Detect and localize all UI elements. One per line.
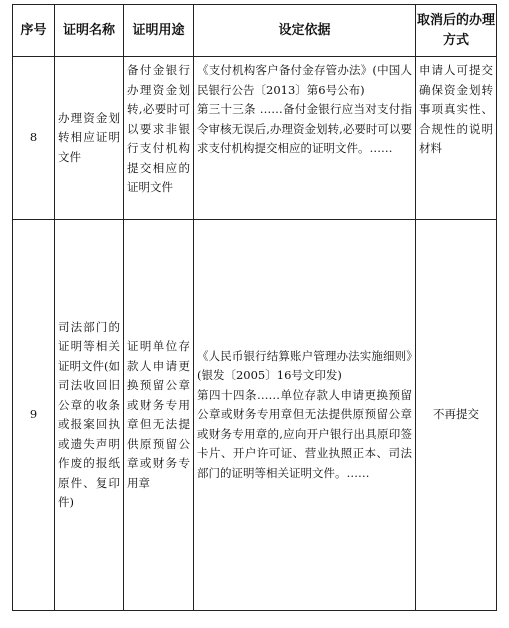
cell-use [124,57,194,220]
table-row [13,57,497,220]
cell-no [13,57,55,220]
basis-title: 《人民币银行结算账户管理办法实施细则》(银发〔2005〕16号文印发) [197,348,412,383]
header-after: 取消后的办理方式 [416,5,497,57]
cell-after [416,220,497,611]
certificate-use: 证明单位存款人申请更换预留公章或财务专用章但无法提供原预留公章或财务专用章 [127,339,190,490]
basis-block [194,347,415,484]
cell-basis [194,220,416,611]
cell-basis [194,57,416,220]
basis-text: 第三十三条 ……备付金银行应当对支付指令审核无误后,办理资金划转,必要时可以要求支付机构提交相应的证明文件。…… [197,102,412,155]
header-use: 证明用途 [124,5,194,57]
table-row [13,220,497,611]
header-no: 序号 [13,5,55,57]
handling-after-cancel: 不再提交 [433,407,479,422]
basis-block [194,57,415,159]
certificate-use: 备付金银行办理资金划转,必要时可以要求非银行支付机构提交相应的证明文件 [127,63,190,194]
cell-after [416,57,497,220]
cell-name [55,220,124,611]
header-name: 证明名称 [55,5,124,57]
basis-title: 《支付机构客户备付金存管办法》(中国人民银行公告〔2013〕第6号公布) [197,63,412,97]
row-number: 8 [29,130,38,145]
basis-text: 第四十四条……单位存款人申请更换预留公章或财务专用章但无法提供原预留公章或财务专用章的,应向开户银行出具原印签卡片、开户许可证、营业执照正本、司法部门的证明等相关证明文件。…… [197,387,412,480]
table-header-row [13,5,497,57]
header-basis: 设定依据 [194,5,416,57]
cell-name [55,57,124,220]
certificate-name: 司法部门的证明等相关证明文件(如司法收回旧公章的收条或报案回执或遗失声明作废的报纸原件、复印件) [58,319,120,509]
handling-after-cancel: 申请人可提交确保资金划转事项真实性、合规性的说明材料 [419,63,493,155]
cell-no [13,220,55,611]
row-number: 9 [29,407,38,422]
certificate-name: 办理资金划转相应证明文件 [58,110,120,164]
cell-use [124,220,194,611]
certificate-table [12,4,497,611]
